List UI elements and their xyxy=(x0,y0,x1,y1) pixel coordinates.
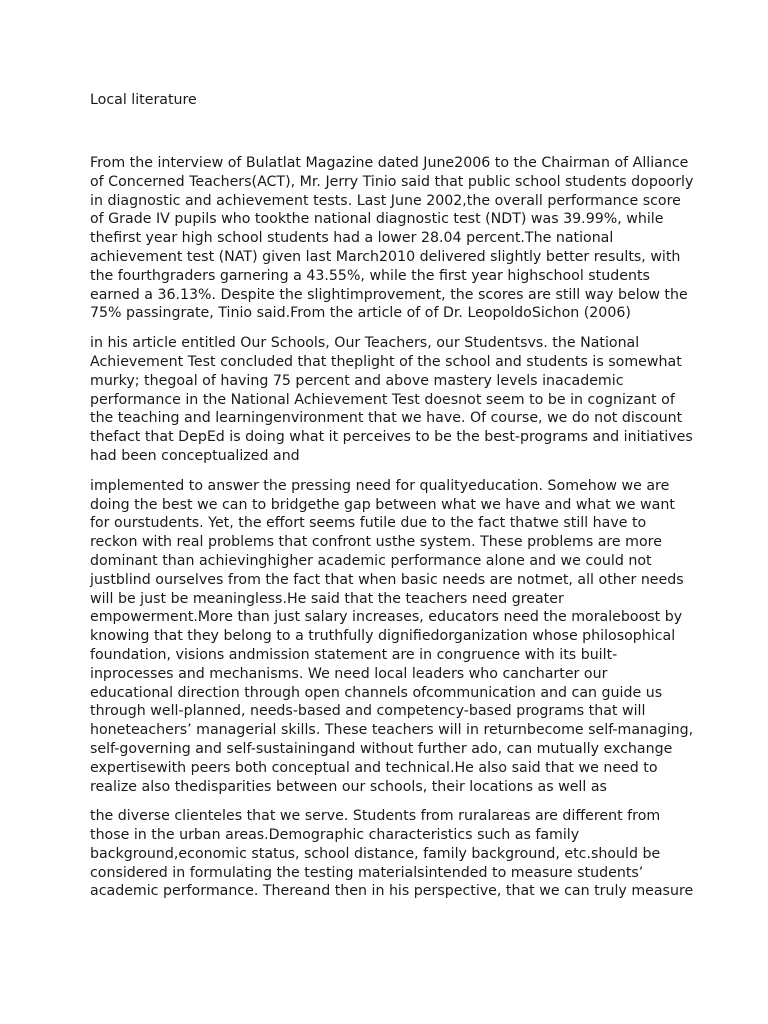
paragraph-line: for ourstudents. Yet, the effort seems futile due to the fact thatwe still have to xyxy=(90,515,647,532)
paragraph-line: in diagnostic and achievement tests. Last June 2002,the overall performance score xyxy=(90,192,681,209)
paragraph-line: murky; thegoal of having 75 percent and above mastery levels inacademic xyxy=(90,372,624,389)
document-body xyxy=(90,154,694,901)
paragraph-line: implemented to answer the pressing need for qualityeducation. Somehow we are xyxy=(90,477,670,494)
paragraph-line: expertisewith peers both conceptual and technical.He also said that we need to xyxy=(90,759,658,776)
paragraph-line: realize also thedisparities between our schools, their locations as well as xyxy=(90,778,607,795)
paragraph-line: of Concerned Teachers(ACT), Mr. Jerry Tinio said that public school students dopoorly xyxy=(90,173,694,190)
paragraph-line: inprocesses and mechanisms. We need local leaders who cancharter our xyxy=(90,665,608,682)
paragraph-line: will be just be meaningless.He said that the teachers need greater xyxy=(90,590,564,607)
paragraph-line: educational direction through open channels ofcommunication and can guide us xyxy=(90,684,663,701)
paragraph-line: thefirst year high school students had a lower 28.04 percent.The national xyxy=(90,230,614,247)
paragraph-line: the diverse clienteles that we serve. Students from ruralareas are different from xyxy=(90,808,661,825)
paragraph-line: of Grade IV pupils who tookthe national diagnostic test (NDT) was 39.99%, while xyxy=(90,211,664,228)
paragraph-line: From the interview of Bulatlat Magazine dated June2006 to the Chairman of Alliance xyxy=(90,155,689,171)
paragraph-line: foundation, visions andmission statement are in congruence with its built- xyxy=(90,646,618,663)
paragraph-line: considered in formulating the testing materialsintended to measure students’ xyxy=(90,864,644,881)
document-heading: Local literature xyxy=(90,92,197,108)
paragraph-line: empowerment.More than just salary increases, educators need the moraleboost by xyxy=(90,609,683,626)
document-page xyxy=(90,91,694,901)
paragraph-line: the teaching and learningenvironment that we have. Of course, we do not discount xyxy=(90,410,683,427)
paragraph-line: thefact that DepEd is doing what it perceives to be the best-programs and initiatives xyxy=(90,429,693,446)
paragraph-line: the fourthgraders garnering a 43.55%, while the first year highschool students xyxy=(90,267,650,284)
paragraph-line: performance in the National Achievement Test doesnot seem to be in cognizant of xyxy=(90,391,675,408)
paragraph-line: self-governing and self-sustainingand without further ado, can mutually exchange xyxy=(90,740,673,757)
paragraph-line: knowing that they belong to a truthfully dignifiedorganization whose philosophical xyxy=(90,628,676,645)
paragraph-line: those in the urban areas.Demographic characteristics such as family xyxy=(90,827,580,844)
paragraph-line: in his article entitled Our Schools, Our Teachers, our Studentsvs. the National xyxy=(90,335,640,352)
body-paragraph xyxy=(90,154,694,323)
paragraph-line: 75% passingrate, Tinio said.From the article of of Dr. LeopoldoSichon (2006) xyxy=(90,305,631,322)
paragraph-line: through well-planned, needs-based and competency-based programs that will xyxy=(90,703,646,720)
paragraph-line: justblind ourselves from the fact that when basic needs are notmet, all other needs xyxy=(90,571,684,588)
paragraph-line: honeteachers’ managerial skills. These teachers will in returnbecome self-managing, xyxy=(90,722,694,739)
paragraph-line: doing the best we can to bridgethe gap between what we have and what we want xyxy=(90,496,675,513)
body-paragraph xyxy=(90,334,693,466)
paragraph-line: achievement test (NAT) given last March2010 delivered slightly better results, with xyxy=(90,248,681,265)
paragraph-line: earned a 36.13%. Despite the slightimprovement, the scores are still way below the xyxy=(90,286,688,303)
paragraph-line: academic performance. Thereand then in his perspective, that we can truly measure xyxy=(90,883,694,900)
paragraph-line: background,economic status, school distance, family background, etc.should be xyxy=(90,845,661,862)
paragraph-line: dominant than achievinghigher academic performance alone and we could not xyxy=(90,552,652,569)
paragraph-line: had been conceptualized and xyxy=(90,447,300,464)
body-paragraph xyxy=(90,477,694,797)
paragraph-line: Achievement Test concluded that theplight of the school and students is somewhat xyxy=(90,353,682,370)
paragraph-line: reckon with real problems that confront usthe system. These problems are more xyxy=(90,534,662,551)
body-paragraph xyxy=(90,807,694,901)
